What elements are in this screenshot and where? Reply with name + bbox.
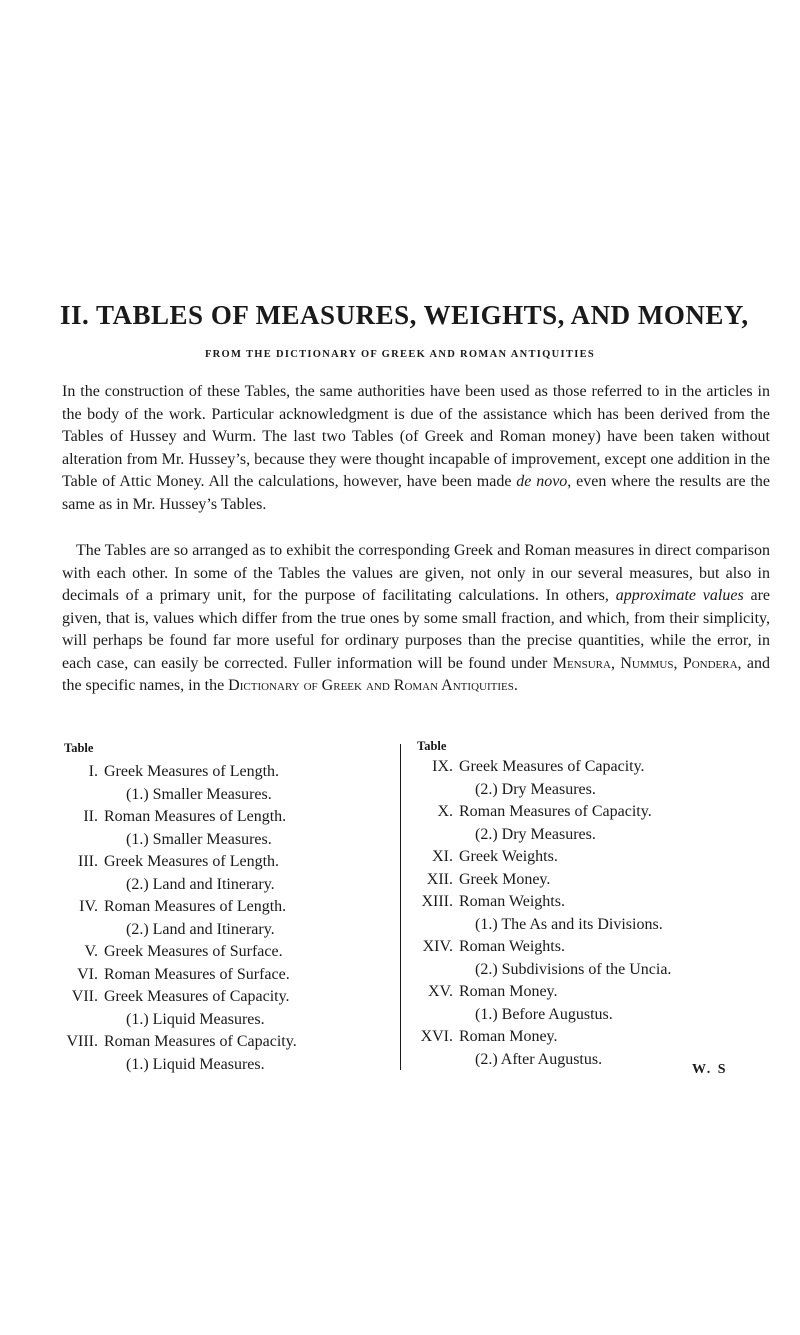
table-subentry bbox=[58, 874, 358, 897]
table-entry bbox=[58, 806, 358, 829]
table-entry bbox=[405, 801, 725, 824]
subentry-label: (1.) The As and its Divisions. bbox=[475, 915, 663, 933]
subentry-label: (1.) Liquid Measures. bbox=[126, 1055, 265, 1073]
subentry-label: (1.) Smaller Measures. bbox=[126, 785, 272, 803]
table-entry bbox=[58, 986, 358, 1009]
table-subentry bbox=[405, 1049, 725, 1072]
table-number: VI. bbox=[77, 965, 98, 983]
title-text: TABLES OF MEASURES, WEIGHTS, AND MONEY, bbox=[96, 300, 749, 330]
table-number: III. bbox=[78, 853, 98, 870]
table-name: Greek Measures of Capacity. bbox=[104, 988, 290, 1005]
table-entry bbox=[58, 941, 358, 964]
table-name: Greek Measures of Capacity. bbox=[459, 758, 645, 775]
table-entry bbox=[405, 869, 725, 892]
table-name: Roman Weights. bbox=[459, 938, 565, 955]
signature-mark: W. S bbox=[692, 1062, 728, 1077]
table-name: Roman Measures of Length. bbox=[104, 808, 287, 825]
table-number: XV. bbox=[427, 983, 453, 1000]
subentry-label: (2.) Dry Measures. bbox=[475, 780, 596, 798]
table-name: Greek Measures of Length. bbox=[104, 853, 280, 870]
table-number: II. bbox=[83, 808, 98, 825]
table-entry bbox=[405, 981, 725, 1004]
table-name: Roman Measures of Capacity. bbox=[104, 1033, 297, 1050]
subentry-label: (2.) Dry Measures. bbox=[475, 825, 596, 843]
table-entry bbox=[405, 846, 725, 869]
table-entry bbox=[58, 964, 358, 987]
table-number: XI. bbox=[432, 848, 453, 865]
subentry-label: (1.) Liquid Measures. bbox=[126, 1010, 265, 1028]
small-caps-text: Pondera bbox=[682, 654, 738, 672]
table-number: XVI. bbox=[420, 1028, 453, 1045]
italic-text: approximate values bbox=[615, 587, 744, 604]
table-name: Greek Weights. bbox=[459, 848, 558, 865]
table-entry bbox=[58, 1031, 358, 1054]
table-entry bbox=[58, 896, 358, 919]
subentry-label: (2.) After Augustus. bbox=[475, 1050, 603, 1068]
table-number: IX. bbox=[432, 758, 453, 775]
table-subentry bbox=[58, 1054, 358, 1077]
table-number: I. bbox=[88, 763, 98, 780]
table-name: Greek Measures of Surface. bbox=[104, 943, 283, 960]
subentry-label: (2.) Land and Itinerary. bbox=[126, 920, 275, 938]
subentry-label: (2.) Land and Itinerary. bbox=[126, 875, 275, 893]
table-entry bbox=[405, 756, 725, 779]
table-number: XII. bbox=[426, 870, 453, 888]
text-run: , even where the results are the same as in Mr. Hussey’s Tables. bbox=[62, 473, 770, 513]
intro-paragraph-2 bbox=[62, 540, 770, 698]
text-run: are given, that is, values which differ from the true ones by some small fraction, and which, from their simplicity, will perhaps be found far more useful for ordinary purposes than the precise quantities, while the error, in each case, can easily be corrected. Fuller information will be found under bbox=[62, 587, 771, 672]
table-name: Roman Weights. bbox=[459, 893, 565, 910]
subentry-label: (1.) Smaller Measures. bbox=[126, 830, 272, 848]
subentry-label: (1.) Before Augustus. bbox=[475, 1005, 613, 1023]
small-caps-text: Mensura bbox=[552, 654, 611, 672]
text-run: The Tables are so arranged as to exhibit the corresponding Greek and Roman measures in direct comparison with each other. In some of the Tables the values are given, not only in our several measures, but also in decimals of a primary unit, for the purpose of facilitating calculations. In others, bbox=[62, 542, 770, 604]
table-subentry bbox=[405, 824, 725, 847]
text-run: . bbox=[513, 677, 518, 694]
table-subentry bbox=[58, 1009, 358, 1032]
right-column-header: Table bbox=[417, 739, 447, 753]
text-run: , bbox=[673, 654, 683, 672]
small-caps-text: Dictionary of Greek and Roman Antiquities bbox=[228, 677, 514, 694]
table-subentry bbox=[58, 919, 358, 942]
table-number: X. bbox=[437, 803, 453, 820]
table-subentry bbox=[58, 784, 358, 807]
page-subtitle: FROM THE DICTIONARY OF GREEK AND ROMAN ANTIQUITIES bbox=[204, 349, 596, 360]
text-run: In the construction of these Tables, the same authorities have been used as those referred to in the articles in the body of the work. Particular acknowledgment is due of the assistance which has been derived from the Tables of Hussey and Wurm. The last two Tables (of Greek and Roman money) have been taken without alteration from Mr. Hussey’s, because they were thought incapable of improvement, except one addition in the Table of Attic Money. All the calculations, however, have been made bbox=[62, 383, 770, 490]
table-entry bbox=[58, 761, 358, 784]
table-name: Roman Money. bbox=[459, 983, 558, 1000]
table-number: IV. bbox=[79, 898, 98, 915]
table-name: Greek Measures of Length. bbox=[104, 763, 280, 780]
left-column-header: Table bbox=[64, 741, 94, 755]
table-name: Roman Measures of Capacity. bbox=[459, 803, 652, 820]
table-entry bbox=[405, 1026, 725, 1049]
table-name: Greek Money. bbox=[459, 870, 551, 888]
table-name: Roman Measures of Surface. bbox=[104, 965, 290, 983]
table-subentry bbox=[405, 1004, 725, 1027]
table-entry bbox=[58, 851, 358, 874]
title-number: II. bbox=[60, 300, 90, 330]
table-subentry bbox=[405, 959, 725, 982]
intro-paragraph-1 bbox=[62, 381, 770, 516]
table-number: V. bbox=[84, 943, 98, 960]
small-caps-text: Nummus bbox=[620, 654, 674, 672]
table-number: VIII. bbox=[66, 1033, 98, 1050]
italic-text: de novo bbox=[516, 473, 568, 490]
table-name: Roman Measures of Length. bbox=[104, 898, 287, 915]
page-title bbox=[60, 300, 760, 331]
subentry-label: (2.) Subdivisions of the Uncia. bbox=[475, 960, 672, 978]
contents-right-column bbox=[405, 756, 725, 1071]
column-divider bbox=[400, 744, 401, 1070]
table-subentry bbox=[58, 829, 358, 852]
text-run: , and the specific names, in the bbox=[62, 654, 771, 694]
table-number: XIV. bbox=[422, 938, 453, 955]
table-entry bbox=[405, 936, 725, 959]
table-number: VII. bbox=[71, 988, 98, 1005]
text-run: , bbox=[610, 654, 621, 672]
table-subentry bbox=[405, 914, 725, 937]
table-name: Roman Money. bbox=[459, 1028, 558, 1045]
table-subentry bbox=[405, 779, 725, 802]
contents-left-column bbox=[58, 761, 358, 1076]
table-number: XIII. bbox=[421, 893, 453, 910]
table-entry bbox=[405, 891, 725, 914]
